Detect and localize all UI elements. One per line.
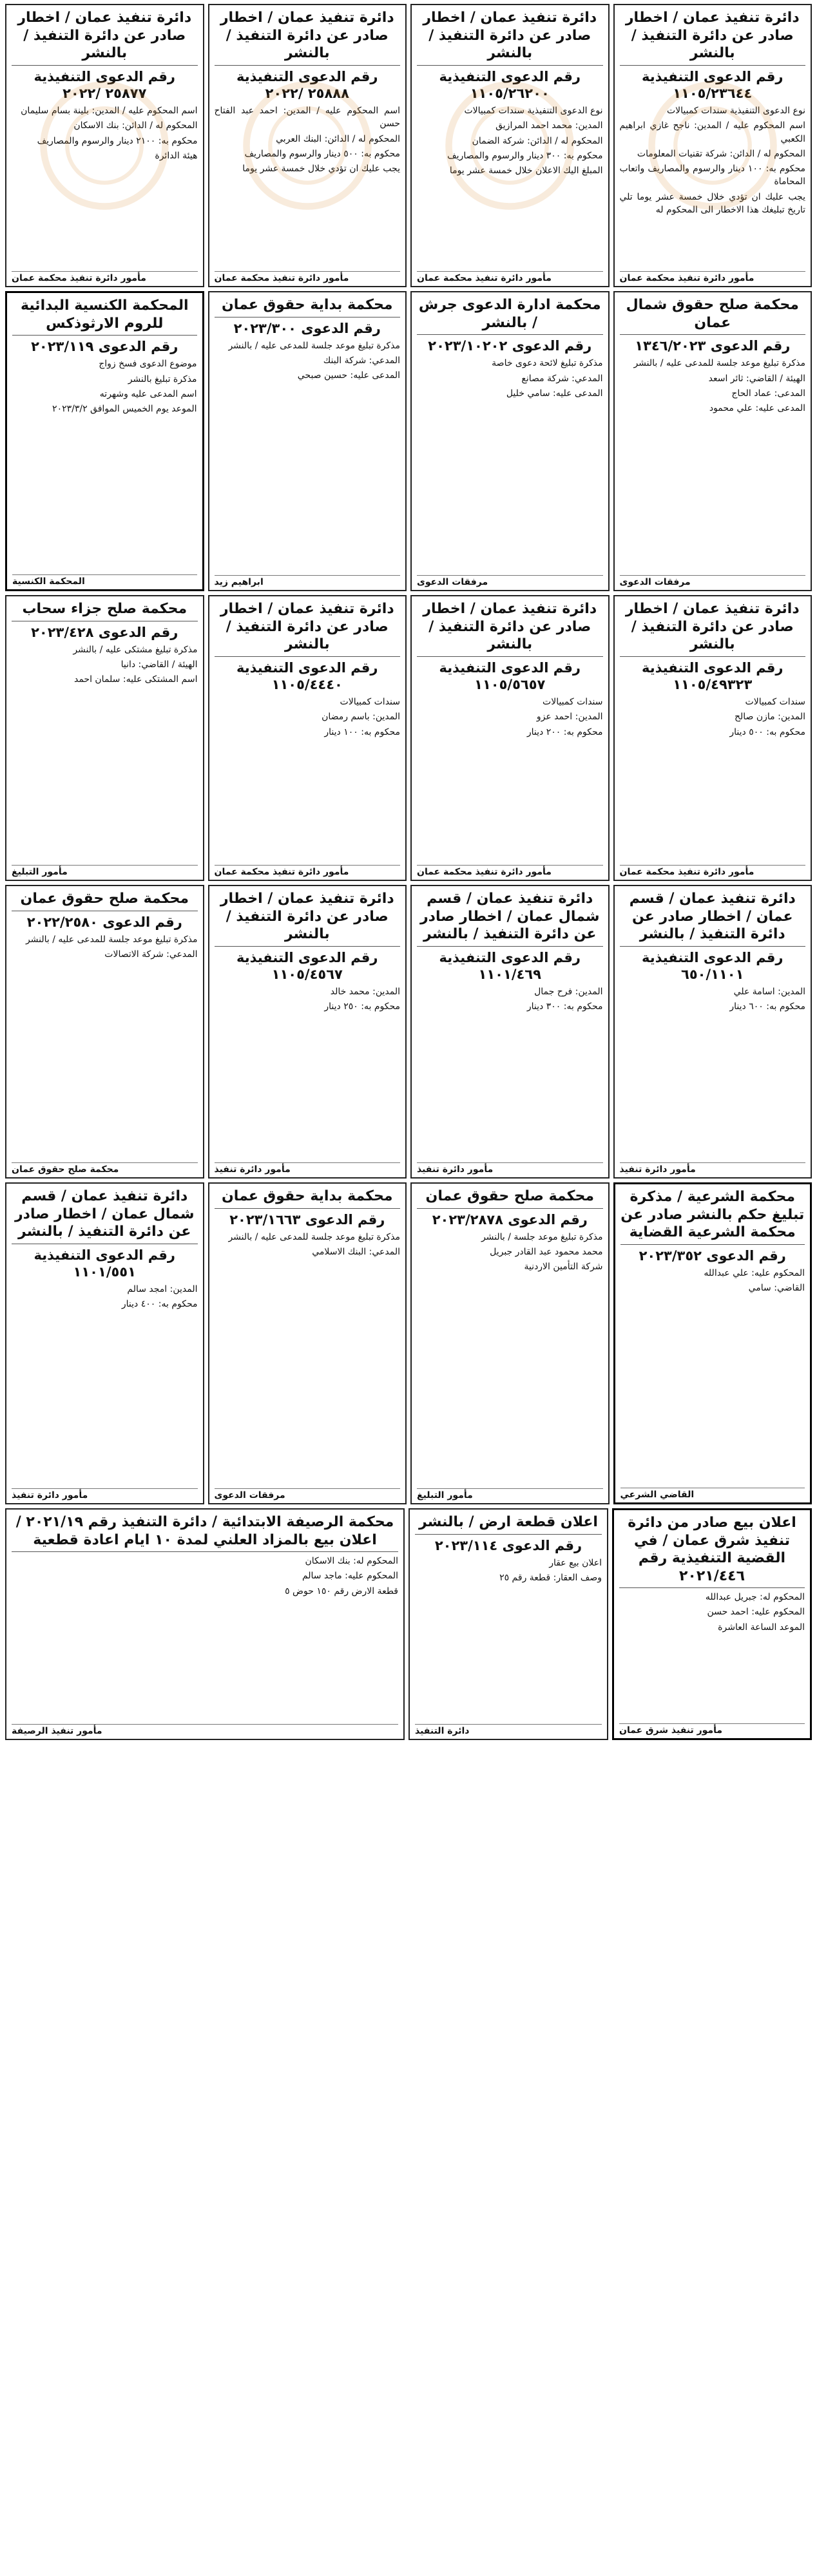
notice-footer: مرفقات الدعوى (215, 1488, 401, 1501)
body-line: محكوم به: ٥٠٠ دينار والرسوم والمصاريف (244, 148, 400, 159)
body-line: اسم المحكوم عليه / المدين: ناجح غازي ابراهيم الكعبي (619, 120, 805, 144)
notice-card (613, 291, 812, 591)
body-line: سندات كمبيالات (543, 697, 603, 707)
case-number: رقم الدعوى التنفيذية ١١٠٥/٤٥٦٧ (236, 949, 378, 982)
notice-title: دائرة تنفيذ عمان / اخطار صادر عن دائرة التنفيذ / بالنشر (417, 9, 603, 66)
body-line: وصف العقار: قطعة رقم ٢٥ (499, 1573, 602, 1584)
body-line: مذكرة تبليغ موعد جلسة / بالنشر (481, 1231, 603, 1242)
notice-body (12, 1555, 398, 1598)
notice-body (417, 357, 603, 400)
notice-card (613, 595, 812, 881)
body-line: سندات كمبيالات (745, 697, 805, 707)
case-number: رقم الدعوى التنفيذية ١١٠٥/٤٩٣٢٣ (641, 659, 783, 692)
notices-row-1 (5, 4, 812, 287)
notice-card (613, 1182, 812, 1504)
case-number: رقم الدعوى التنفيذية ١١٠٥/٤٤٤٠ (236, 659, 378, 692)
notice-title: محكمة صلح حقوق عمان (417, 1188, 603, 1209)
body-line: محكوم به: ٣٠٠ دينار والرسوم والمصاريف (447, 150, 603, 161)
body-line: المدعى عليه: حسين صبحي (297, 370, 400, 381)
notice-footer: دائرة التنفيذ (415, 1724, 602, 1736)
notice-title: دائرة تنفيذ عمان / اخطار صادر عن دائرة التنفيذ / بالنشر (215, 890, 401, 947)
body-line: المدعي: شركة البنك (323, 355, 400, 366)
body-line: يجب عليك ان تؤدي خلال خمسة عشر يوما تلي تاريخ تبليغك هذا الاخطار الى المحكوم له (619, 191, 805, 216)
notice-footer: القاضي الشرعي (620, 1488, 805, 1500)
case-number: رقم الدعوى التنفيذية ١١٠٥/٥٦٥٧ (439, 659, 581, 692)
notice-footer: مأمور دائرة تنفيذ محكمة عمان (620, 865, 806, 877)
body-line: مذكرة تبليغ مشتكى عليه / بالنشر (73, 644, 198, 655)
body-line: مذكرة تبليغ لائحة دعوى خاصة (492, 358, 603, 369)
notice-title: دائرة تنفيذ عمان / اخطار صادر عن دائرة التنفيذ / بالنشر (417, 600, 603, 657)
notice-body (215, 696, 401, 739)
notice-title: محكمة صلح حقوق عمان (12, 890, 198, 911)
body-line: المحكوم عليه: علي عبدالله (704, 1267, 805, 1278)
notice-card (410, 595, 610, 881)
body-line: سندات كمبيالات (340, 697, 400, 707)
body-line: محكوم به: ٦٠٠ دينار (729, 1001, 805, 1012)
notice-body (620, 357, 806, 415)
case-number: رقم الدعوى التنفيذية ٢٥٨٨٨ /٢٠٢٢ (236, 68, 378, 101)
notices-row-5 (5, 1182, 812, 1504)
notice-title: دائرة تنفيذ عمان / اخطار صادر عن دائرة التنفيذ / بالنشر (620, 600, 806, 657)
notices-row-2 (5, 291, 812, 591)
body-line: المحكوم له / الدائن: شركة تقنيات المعلومات (637, 148, 805, 159)
notice-body (215, 1231, 401, 1259)
notice-card (208, 291, 407, 591)
body-line: الموعد يوم الخميس الموافق ٢٠٢٣/٣/٢ (52, 404, 197, 415)
notice-title: محكمة ادارة الدعوى جرش / بالنشر (417, 296, 603, 335)
body-line: المدين: احمد عزو (536, 712, 603, 723)
notices-row-4 (5, 885, 812, 1179)
notice-card (613, 885, 812, 1179)
notice-footer: محكمة صلح حقوق عمان (12, 1162, 198, 1175)
notice-card (5, 1508, 405, 1740)
case-number: رقم الدعوى التنفيذية ٢٥٨٧٧ /٢٠٢٢ (34, 68, 176, 101)
notice-body (12, 104, 198, 162)
notice-body (417, 1231, 603, 1274)
notice-card (410, 4, 610, 287)
notice-title: محكمة صلح حقوق شمال عمان (620, 296, 806, 335)
body-line: محكوم به: ١٠٠ دينار (324, 726, 400, 737)
notice-footer: مأمور التبليغ (12, 865, 198, 877)
body-line: الموعد الساعة العاشرة (718, 1622, 805, 1633)
notice-body (620, 104, 806, 216)
notice-title: محكمة الرصيفة الابتدائية / دائرة التنفيذ رقم ٢٠٢١/١٩ / اعلان بيع بالمزاد العلني لمدة ١٠ ايام اعادة قطعية (12, 1513, 398, 1552)
notice-body (12, 643, 198, 687)
notice-card (408, 1508, 608, 1740)
notice-footer: مأمور دائرة تنفيذ محكمة عمان (215, 271, 401, 283)
body-line: المدين: محمد احمد المرازيق (495, 120, 603, 131)
body-line: محكوم به: ٢٥٠ دينار (324, 1001, 400, 1012)
case-number: رقم الدعوى ٢٠٢٣/١٦٦٣ (229, 1211, 385, 1227)
body-line: المحكوم له / الدائن: بنك الاسكان (73, 120, 198, 131)
notice-footer: مرفقات الدعوى (620, 575, 806, 587)
notice-body (215, 104, 401, 175)
notice-body (619, 1591, 805, 1634)
body-line: مذكرة تبليغ موعد جلسة للمدعى عليه / بالنشر (25, 934, 198, 945)
notice-footer: مأمور تنفيذ الرصيفة (12, 1724, 398, 1736)
case-number: رقم الدعوى ٢٠٢٣/١١٩ (31, 339, 178, 354)
body-line: المدين: فرح جمال (534, 987, 603, 997)
body-line: المحكوم له: بنك الاسكان (305, 1556, 398, 1566)
notices-row-6 (5, 1508, 812, 1740)
notice-body (215, 339, 401, 383)
notice-body (12, 1283, 198, 1311)
case-number: رقم الدعوى ١٣٤٦/٢٠٢٣ (635, 338, 791, 354)
body-line: محكوم به: ٣٠٠ دينار (526, 1001, 603, 1012)
body-line: المحكوم له / الدائن: البنك العربي (276, 133, 400, 144)
notice-footer: مأمور دائرة تنفيذ (620, 1162, 806, 1175)
notice-title: المحكمة الكنسية البدائية للروم الارثوذكس (12, 297, 197, 336)
case-number: رقم الدعوى ٢٠٢٣/٢٨٧٨ (432, 1211, 588, 1227)
notice-body (417, 104, 603, 177)
body-line: مذكرة تبليغ موعد جلسة للمدعى عليه / بالنشر (228, 1231, 400, 1242)
body-line: المحكوم عليه: احمد حسن (707, 1607, 805, 1618)
body-line: محكوم به: ٤٠٠ دينار (121, 1299, 198, 1310)
body-line: يجب عليك ان تؤدي خلال خمسة عشر يوما (242, 164, 400, 175)
case-number: رقم الدعوى التنفيذية ٦٥٠/١١٠١ (641, 949, 783, 982)
notice-title: دائرة تنفيذ عمان / اخطار صادر عن دائرة التنفيذ / بالنشر (215, 9, 401, 66)
notice-body (417, 985, 603, 1014)
body-line: مذكرة تبليغ موعد جلسة للمدعى عليه / بالنشر (228, 340, 400, 351)
notice-body (215, 985, 401, 1014)
notice-card (410, 291, 610, 591)
notice-footer: مأمور دائرة تنفيذ محكمة عمان (12, 271, 198, 283)
body-line: المدعى عليه: علي محمود (709, 403, 805, 414)
body-line: المدين: باسم رمضان (322, 712, 400, 723)
notice-card (5, 4, 204, 287)
notice-title: محكمة بداية حقوق عمان (215, 1188, 401, 1209)
notice-footer: ابراهيم زيد (215, 575, 401, 587)
notice-footer: مرفقات الدعوى (417, 575, 603, 587)
case-number: رقم الدعوى ٢٠٢٢/٢٥٨٠ (26, 914, 182, 930)
body-line: محكوم به: ٢٠٠ دينار (526, 726, 603, 737)
notice-footer: مأمور دائرة تنفيذ (417, 1162, 603, 1175)
body-line: المبلغ اليك الاعلان خلال خمسة عشر يوما (449, 166, 603, 176)
case-number: رقم الدعوى ٢٠٢٣/٣٥٢ (639, 1247, 786, 1264)
notice-card (208, 1182, 407, 1504)
body-line: اسم المحكوم عليه / المدين: احمد عبد الفتاح حسن (214, 106, 400, 129)
notice-body (415, 1557, 602, 1585)
body-line: هيئة الدائرة (155, 150, 198, 161)
notice-card (613, 4, 812, 287)
body-line: المدين: مازن صالح (734, 712, 805, 723)
notice-body (620, 696, 806, 739)
notice-footer: مأمور التبليغ (417, 1488, 603, 1501)
notice-footer: مأمور تنفيذ شرق عمان (619, 1723, 805, 1736)
notices-layout (5, 4, 812, 1740)
notice-body (620, 985, 806, 1014)
body-line: المدعى: عماد الحاج (731, 388, 805, 399)
notice-title: دائرة تنفيذ عمان / اخطار صادر عن دائرة التنفيذ / بالنشر (215, 600, 401, 657)
body-line: المحكوم له: جبريل عبدالله (705, 1592, 805, 1602)
body-line: المحكوم له / الدائن: شركة الضمان (472, 135, 603, 146)
body-line: المدعي: شركة مصانع (521, 373, 603, 384)
body-line: المحكوم عليه: ماجد سالم (302, 1571, 398, 1582)
body-line: محكوم به: ٢١٠٠ دينار والرسوم والمصاريف (37, 135, 198, 146)
notice-card (5, 1182, 204, 1504)
notice-card (5, 291, 204, 591)
notice-footer: مأمور دائرة تنفيذ (215, 1162, 401, 1175)
notice-title: دائرة تنفيذ عمان / اخطار صادر عن دائرة التنفيذ / بالنشر (620, 9, 806, 66)
body-line: المدين: اسامة علي (733, 987, 805, 997)
notice-title: اعلان قطعة ارض / بالنشر (415, 1513, 602, 1535)
notice-card (208, 885, 407, 1179)
body-line: اسم المحكوم عليه / المدين: بلينة بسام سليمان (21, 106, 198, 116)
notice-card (410, 885, 610, 1179)
notice-footer: المحكمة الكنسية (12, 574, 197, 587)
case-number: رقم الدعوى التنفيذية ١١٠١/٤٦٩ (439, 949, 581, 982)
body-line: نوع الدعوى التنفيذية سندات كمبيالات (666, 106, 805, 116)
case-number: رقم الدعوى ٢٠٢٣/١١٤ (434, 1537, 582, 1553)
body-line: المدين: محمد خالد (330, 987, 400, 997)
body-line: اسم المشتكى عليه: سلمان احمد (73, 674, 198, 685)
case-number: رقم الدعوى ٢٠٢٣/٣٠٠ (233, 320, 381, 336)
body-line: المدعي: البنك الاسلامي (312, 1247, 400, 1258)
notice-title: اعلان بيع صادر من دائرة تنفيذ شرق عمان / في القضية التنفيذية رقم ٢٠٢١/٤٤٦ (619, 1514, 805, 1588)
notice-card (208, 4, 407, 287)
body-line: اعلان بيع عقار (549, 1557, 602, 1568)
case-number: رقم الدعوى التنفيذية ١١٠١/٥٥١ (34, 1247, 176, 1280)
notice-body (12, 933, 198, 961)
notice-card (410, 1182, 610, 1504)
notice-title: دائرة تنفيذ عمان / قسم شمال عمان / اخطار صادر عن دائرة التنفيذ / بالنشر (12, 1188, 198, 1244)
notices-row-3 (5, 595, 812, 881)
body-line: مذكرة تبليغ بالنشر (128, 374, 197, 384)
body-line: اسم المدعى عليه وشهرته (99, 388, 197, 399)
body-line: نوع الدعوى التنفيذية سندات كمبيالات (464, 106, 603, 116)
body-line: المدعى عليه: سامي خليل (506, 388, 603, 399)
notice-footer: مأمور دائرة تنفيذ محكمة عمان (417, 865, 603, 877)
notice-title: محكمة صلح جزاء سحاب (12, 600, 198, 621)
notice-title: دائرة تنفيذ عمان / قسم شمال عمان / اخطار صادر عن دائرة التنفيذ / بالنشر (417, 890, 603, 947)
notice-footer: مأمور دائرة تنفيذ محكمة عمان (620, 271, 806, 283)
body-line: الهيئة / القاضي: ثائر اسعد (708, 373, 805, 384)
notice-body (12, 357, 197, 415)
notice-title: دائرة تنفيذ عمان / قسم عمان / اخطار صادر عن دائرة التنفيذ / بالنشر (620, 890, 806, 947)
body-line: القاضي: سامي (748, 1283, 805, 1294)
notice-card (208, 595, 407, 881)
body-line: قطعة الارض رقم ١٥٠ حوض ٥ (285, 1586, 398, 1596)
body-line: محكوم به: ٥٠٠ دينار (729, 726, 805, 737)
body-line: المدعي: شركة الاتصالات (104, 949, 198, 960)
notice-title: محكمة بداية حقوق عمان (215, 296, 401, 317)
notice-footer: مأمور دائرة تنفيذ (12, 1488, 198, 1501)
notice-card (5, 885, 204, 1179)
notice-body (620, 1267, 805, 1295)
body-line: محمد محمود عبد القادر جبريل (490, 1247, 603, 1258)
case-number: رقم الدعوى ٢٠٢٣/٤٢٨ (31, 624, 178, 640)
body-line: موضوع الدعوى فسخ زواج (99, 359, 197, 370)
body-line: مذكرة تبليغ موعد جلسة للمدعى عليه / بالنشر (633, 358, 805, 369)
notice-title: محكمة الشرعية / مذكرة تبليغ حكم بالنشر صادر عن محكمة الشرعية القضاية (620, 1188, 805, 1245)
notice-footer: مأمور دائرة تنفيذ محكمة عمان (417, 271, 603, 283)
body-line: شركة التأمين الاردنية (524, 1262, 603, 1273)
case-number: رقم الدعوى ٢٠٢٣/١٠٢٠٢ (428, 338, 592, 354)
case-number: رقم الدعوى التنفيذية ١١٠٥/٢٦٢٠٠ (439, 68, 581, 101)
notice-card (5, 595, 204, 881)
notice-body (417, 696, 603, 739)
body-line: الهيئة / القاضي: دانيا (120, 659, 198, 670)
notice-card (612, 1508, 812, 1740)
body-line: المدين: امجد سالم (127, 1284, 198, 1294)
case-number: رقم الدعوى التنفيذية ١١٠٥/٢٣٦٤٤ (641, 68, 783, 101)
notice-title: دائرة تنفيذ عمان / اخطار صادر عن دائرة التنفيذ / بالنشر (12, 9, 198, 66)
body-line: محكوم به: ١٠٠ دينار والرسوم والمصاريف واتعاب المحاماة (619, 164, 805, 187)
notice-footer: مأمور دائرة تنفيذ محكمة عمان (215, 865, 401, 877)
